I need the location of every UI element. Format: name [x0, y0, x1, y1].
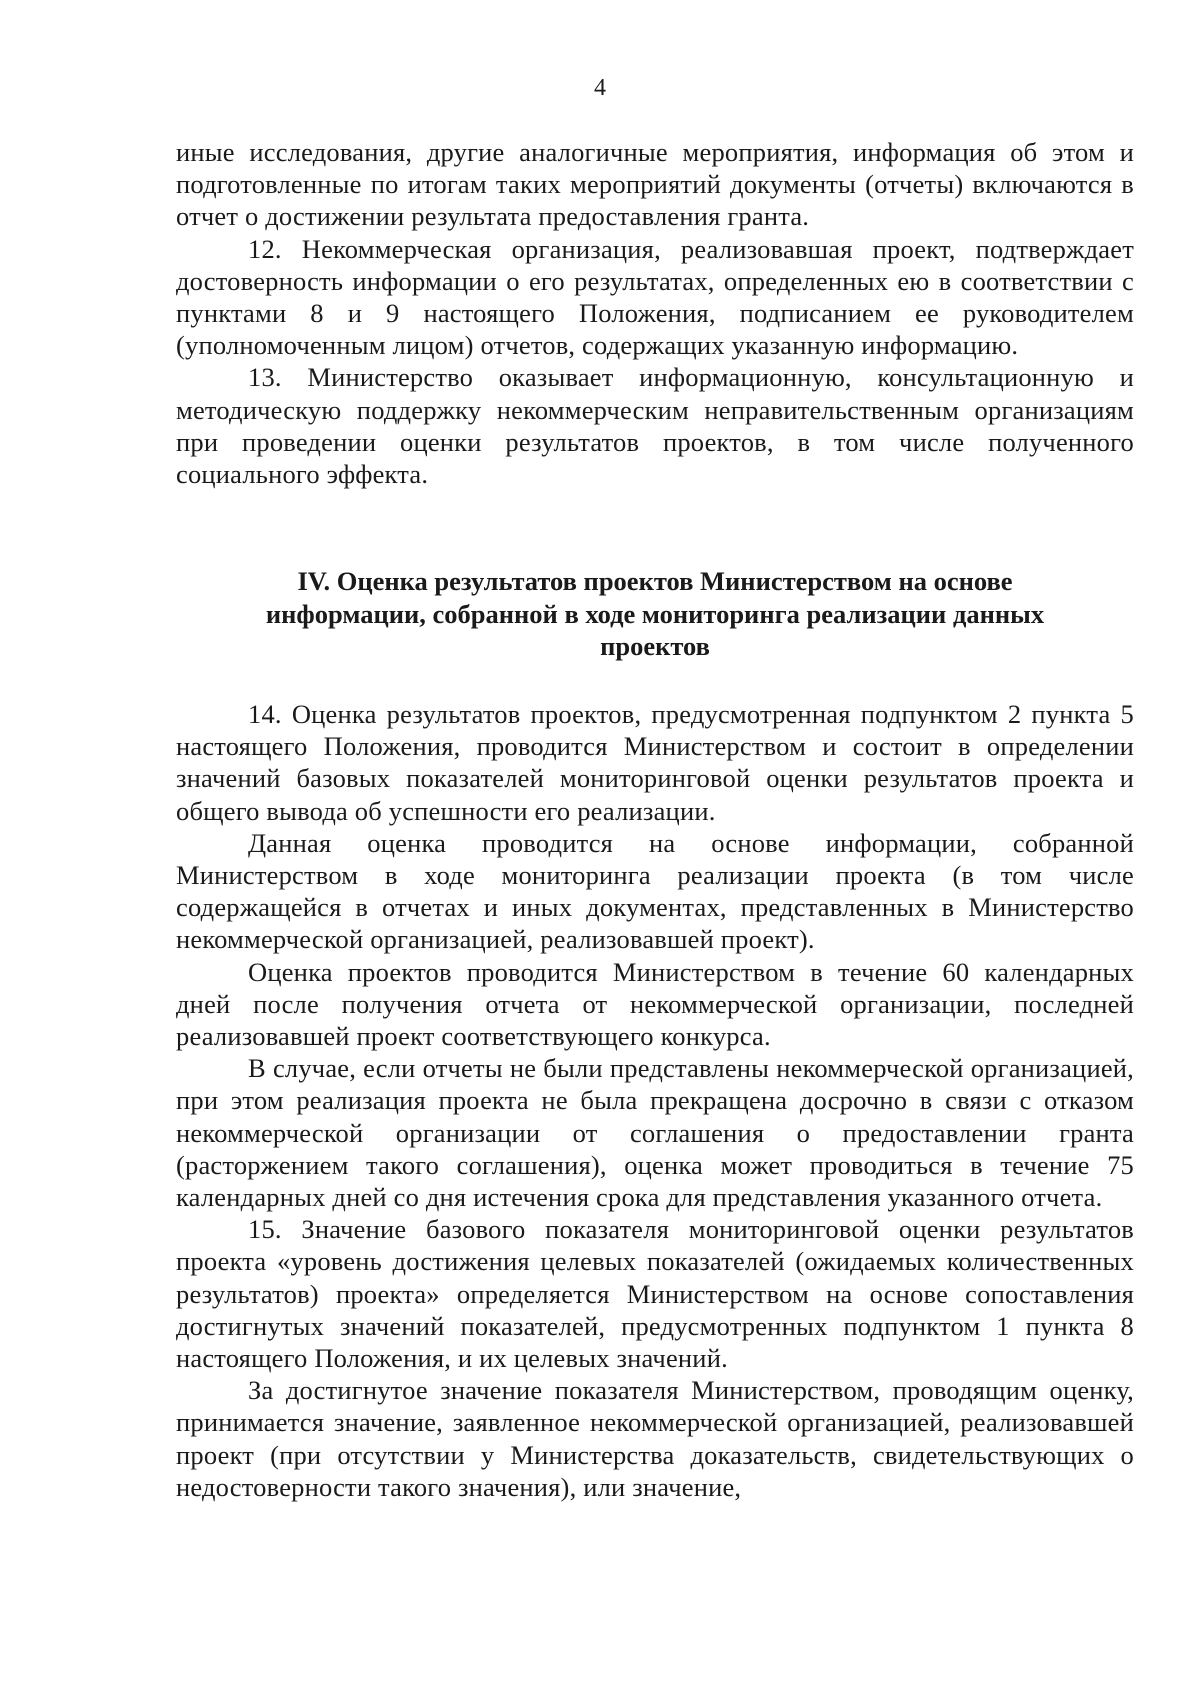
paragraph-13: 13. Министерство оказывает информационную, консультационную и методическую поддержку некоммерческим неправительственным организациям при проведении оценки результатов проектов, в том числе полученного социального эффекта.	[176, 362, 1134, 490]
paragraph-14: 14. Оценка результатов проектов, предусмотренная подпунктом 2 пункта 5 настоящего Положения, проводится Министерством и состоит в определении значений базовых показателей мониторинговой оценки результатов проекта и общего вывода об успешности его реализации.	[176, 699, 1134, 826]
paragraph-14-no-reports-case: В случае, если отчеты не были представлены некоммерческой организацией, при этом реализация проекта не была прекращена досрочно в связи с отказом некоммерческой организации от соглашения о предоставлении гранта (расторжением такого соглашения), оценка может проводиться в течение 75 календарных дней со дня истечения срока для представления указанного отчета.	[176, 1053, 1134, 1213]
page-number: 4	[594, 75, 606, 101]
paragraph-continuation: иные исследования, другие аналогичные мероприятия, информация об этом и подготовленные по итогам таких мероприятий документы (отчеты) включаются в отчет о достижении результата предоставления гранта.	[176, 137, 1134, 232]
section-heading-line-3: проектов	[600, 631, 710, 661]
section-heading	[176, 565, 1134, 663]
top-text-block	[176, 136, 1134, 490]
paragraph-14-assessment-basis: Данная оценка проводится на основе информации, собранной Министерством в ходе мониторинга реализации проекта (в том числе содержащейся в отчетах и иных документах, представленных в Министерство некоммерческой организацией, реализовавшей проект).	[176, 827, 1134, 955]
bottom-text-block	[176, 698, 1134, 1503]
paragraph-15: 15. Значение базового показателя мониторинговой оценки результатов проекта «уровень достижения целевых показателей (ожидаемых количественных результатов) проекта» определяется Министерством на основе сопоставления достигнутых значений показателей, предусмотренных подпунктом 1 пункта 8 настоящего Положения, и их целевых значений.	[176, 1214, 1134, 1374]
paragraph-14-assessment-period: Оценка проектов проводится Министерством в течение 60 календарных дней после получения отчета от некоммерческой организации, последней реализовавшей проект соответствующего конкурса.	[176, 956, 1134, 1052]
section-heading-line-2: информации, собранной в ходе мониторинга реализации данных	[265, 598, 1045, 629]
paragraph-12: 12. Некоммерческая организация, реализовавшая проект, подтверждает достоверность информации о его результатах, определенных ею в соответствии с пунктами 8 и 9 настоящего Положения, подписанием ее руководителем (уполномоченным лицом) отчетов, содержащих указанную информацию.	[176, 233, 1134, 361]
section-heading-line-1: IV. Оценка результатов проектов Министерством на основе	[297, 566, 1013, 596]
paragraph-15-achieved-value: За достигнутое значение показателя Министерством, проводящим оценку, принимается значение, заявленное некоммерческой организацией, реализовавшей проект (при отсутствии у Министерства доказательств, свидетельствующих о недостоверности такого значения), или значение,	[176, 1375, 1134, 1502]
